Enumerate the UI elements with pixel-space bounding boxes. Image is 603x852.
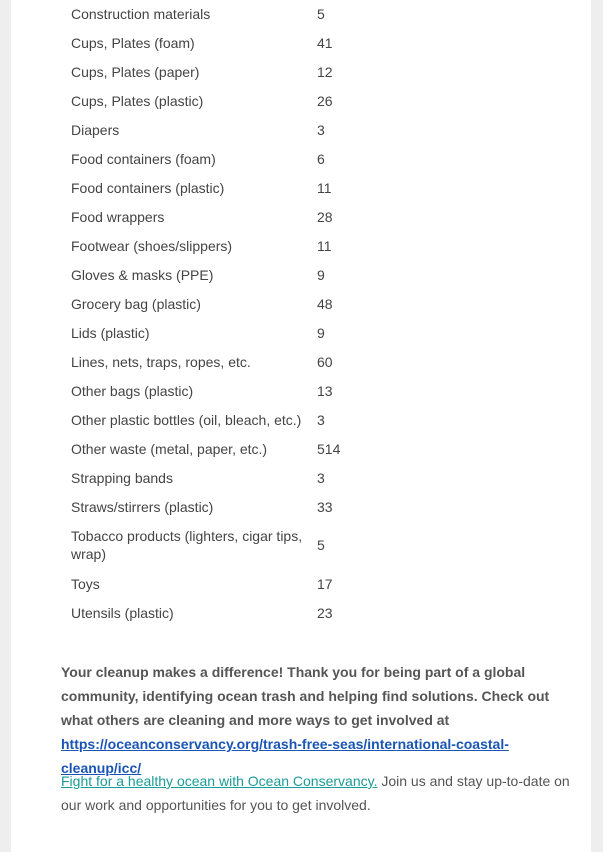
join-message <box>61 769 571 817</box>
item-label: Utensils (plastic) <box>71 604 174 621</box>
item-count: 3 <box>317 411 325 428</box>
table-row <box>71 202 361 231</box>
item-label: Other bags (plastic) <box>71 382 194 399</box>
item-label: Food containers (plastic) <box>71 179 225 196</box>
table-row <box>71 57 361 86</box>
item-label: Cups, Plates (paper) <box>71 63 200 80</box>
item-count: 17 <box>317 575 333 592</box>
item-label: Lids (plastic) <box>71 324 150 341</box>
table-row <box>71 434 361 463</box>
table-row <box>71 260 361 289</box>
item-label: Straws/stirrers (plastic) <box>71 498 214 515</box>
table-row <box>71 569 361 598</box>
item-count: 514 <box>317 440 341 457</box>
item-label: Construction materials <box>71 5 211 22</box>
item-count: 5 <box>317 5 325 22</box>
table-row <box>71 521 361 569</box>
item-count: 26 <box>317 92 333 109</box>
item-count: 41 <box>317 34 333 51</box>
item-count: 3 <box>317 469 325 486</box>
table-row <box>71 28 361 57</box>
item-label: Gloves & masks (PPE) <box>71 266 214 283</box>
table-row <box>71 115 361 144</box>
item-label: Other waste (metal, paper, etc.) <box>71 440 268 457</box>
item-count: 13 <box>317 382 333 399</box>
item-count: 23 <box>317 604 333 621</box>
item-label: Cups, Plates (foam) <box>71 34 195 51</box>
item-label: Other plastic bottles (oil, bleach, etc.) <box>71 411 302 428</box>
table-row <box>71 231 361 260</box>
table-row <box>71 318 361 347</box>
item-label: Food containers (foam) <box>71 150 216 167</box>
table-row <box>71 376 361 405</box>
table-row <box>71 598 361 627</box>
table-row <box>71 405 361 434</box>
item-count: 3 <box>317 121 325 138</box>
thank-you-message <box>61 660 571 780</box>
table-row <box>71 173 361 202</box>
item-count: 9 <box>317 266 325 283</box>
item-label: Strapping bands <box>71 469 173 486</box>
item-label: Footwear (shoes/slippers) <box>71 237 233 254</box>
table-row <box>71 289 361 318</box>
item-count: 11 <box>317 179 332 196</box>
item-label: Toys <box>71 575 100 592</box>
item-count: 11 <box>317 237 332 254</box>
ocean-conservancy-link[interactable]: Fight for a healthy ocean with Ocean Conservancy. <box>61 773 378 789</box>
item-label: Food wrappers <box>71 208 165 225</box>
item-count: 5 <box>317 537 325 553</box>
table-row <box>71 347 361 376</box>
item-label: Grocery bag (plastic) <box>71 295 201 312</box>
item-label: Diapers <box>71 121 120 138</box>
item-count: 6 <box>317 150 325 167</box>
join-text: Join us and stay up-to-date on our work and opportunities for you to get involved. <box>61 773 570 813</box>
cleanup-items-table <box>71 0 361 627</box>
item-count: 12 <box>317 63 333 80</box>
item-label: Cups, Plates (plastic) <box>71 92 204 109</box>
item-count: 33 <box>317 498 333 515</box>
item-count: 60 <box>317 353 333 370</box>
table-row <box>71 492 361 521</box>
item-label: Lines, nets, traps, ropes, etc. <box>71 353 251 370</box>
table-row <box>71 463 361 492</box>
table-row <box>71 86 361 115</box>
email-content-card <box>11 0 591 852</box>
table-row <box>71 144 361 173</box>
icc-link[interactable]: https://oceanconservancy.org/trash-free-seas/international-coastal-cleanup/icc/ <box>61 736 509 776</box>
item-label: Tobacco products (lighters, cigar tips, wrap) <box>71 528 303 562</box>
table-row <box>71 0 361 28</box>
thank-you-text: Your cleanup makes a difference! Thank you for being part of a global community, identifying ocean trash and helping find solutions. Check out what others are cleaning and more ways to get involved at <box>61 664 550 728</box>
item-count: 48 <box>317 295 333 312</box>
item-count: 9 <box>317 324 325 341</box>
item-count: 28 <box>317 208 333 225</box>
